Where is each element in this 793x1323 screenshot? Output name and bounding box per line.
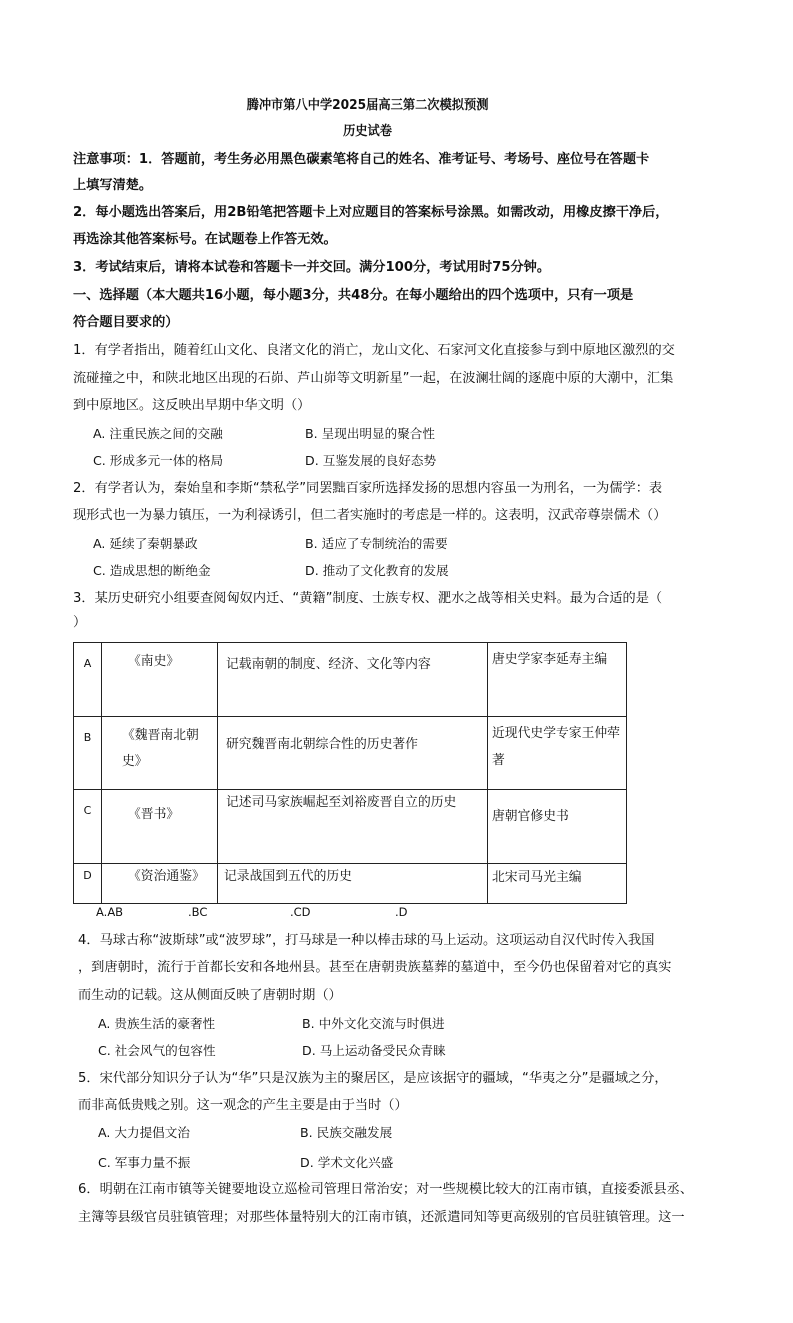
book-title: 《魏晋南北朝史》 — [102, 717, 218, 790]
q5-option-c: C. 军事力量不振 — [98, 1155, 191, 1170]
q6-stem-line-2: 主簿等县级官员驻镇管理；对那些体量特别大的江南市镇，还派遣同知等更高级别的官员驻镇管理。这一 — [78, 1210, 685, 1225]
book-author: 北宋司马光主编 — [488, 864, 627, 904]
q4-stem-line-3: 而生动的记载。这从侧面反映了唐朝时期（） — [78, 988, 342, 1003]
q5-option-d: D. 学术文化兴盛 — [300, 1155, 394, 1170]
q2-option-b: B. 适应了专制统治的需要 — [305, 536, 448, 551]
q1-option-c: C. 形成多元一体的格局 — [93, 453, 224, 468]
book-description: 记录战国到五代的历史 — [218, 864, 488, 904]
q5-option-a: A. 大力提倡文治 — [98, 1125, 190, 1140]
q1-option-b: B. 呈现出明显的聚合性 — [305, 426, 435, 441]
notes-line-4: 再选涂其他答案标号。在试题卷上作答无效。 — [73, 232, 337, 247]
book-description: 记载南朝的制度、经济、文化等内容 — [218, 643, 488, 717]
notes-line-5: 3．考试结束后，请将本试卷和答题卡一并交回。满分100分，考试用时75分钟。 — [73, 260, 551, 275]
section-heading-line-1: 一、选择题（本大题共16小题，每小题3分，共48分。在每小题给出的四个选项中，只有一项是 — [73, 288, 634, 303]
q5-option-b: B. 民族交融发展 — [300, 1125, 393, 1140]
row-letter: D — [74, 864, 102, 904]
table-row — [74, 643, 627, 717]
notes-line-2: 上填写清楚。 — [73, 178, 153, 193]
q3-option-d: .D — [395, 905, 408, 919]
book-author: 唐朝官修史书 — [488, 790, 627, 864]
q1-stem-line-3: 到中原地区。这反映出早期中华文明（） — [73, 398, 311, 413]
book-description: 研究魏晋南北朝综合性的历史著作 — [218, 717, 488, 790]
q3-option-b: .BC — [188, 905, 208, 919]
q5-stem-line-2: 而非高低贵贱之别。这一观念的产生主要是由于当时（） — [78, 1098, 408, 1113]
book-description: 记述司马家族崛起至刘裕废晋自立的历史 — [218, 790, 488, 864]
table-row — [74, 790, 627, 864]
q4-option-a: A. 贵族生活的豪奢性 — [98, 1016, 216, 1031]
book-author: 唐史学家李延寿主编 — [488, 643, 627, 717]
q2-option-c: C. 造成思想的断绝金 — [93, 563, 211, 578]
notes-line-1: 注意事项：1．答题前，考生务必用黑色碳素笔将自己的姓名、准考证号、考场号、座位号在答题卡 — [73, 152, 650, 167]
q2-stem-line-1: 2．有学者认为，秦始皇和李斯“禁私学”同罢黜百家所选择发扬的思想内容虽一为刑名，一为儒学：表 — [73, 481, 663, 496]
q4-stem-line-2: ，到唐朝时，流行于首都长安和各地州县。甚至在唐朝贵族墓葬的墓道中，至今仍也保留着对它的真实 — [78, 960, 672, 975]
section-heading-line-2: 符合题目要求的） — [73, 315, 179, 330]
q1-option-a: A. 注重民族之间的交融 — [93, 426, 223, 441]
q3-source-table — [73, 642, 627, 904]
q1-stem-line-1: 1．有学者指出，随着红山文化、良渚文化的消亡，龙山文化、石家河文化直接参与到中原地区激烈的交 — [73, 343, 675, 358]
notes-line-3: 2．每小题选出答案后，用2B铅笔把答题卡上对应题目的答案标号涂黑。如需改动，用橡皮擦干净后， — [73, 205, 669, 220]
book-title: 《晋书》 — [102, 790, 218, 864]
q3-stem-line-2: ） — [73, 615, 87, 630]
q2-stem-line-2: 现形式也一为暴力镇压，一为利禄诱引，但二者实施时的考虑是一样的。这表明，汉武帝尊崇儒术（） — [73, 508, 667, 523]
q4-option-c: C. 社会风气的包容性 — [98, 1043, 216, 1058]
q2-option-d: D. 推动了文化教育的发展 — [305, 563, 449, 578]
q5-stem-line-1: 5．宋代部分知识分子认为“华”只是汉族为主的聚居区，是应该据守的疆域，“华夷之分”是疆域之分， — [78, 1071, 668, 1086]
table-row — [74, 864, 627, 904]
book-title: 《南史》 — [102, 643, 218, 717]
q6-stem-line-1: 6．明朝在江南市镇等关键要地设立巡检司管理日常治安；对一些规模比较大的江南市镇，直接委派县丞、 — [78, 1182, 694, 1197]
row-letter: C — [74, 790, 102, 864]
q2-option-a: A. 延续了秦朝暴政 — [93, 536, 198, 551]
exam-title: 腾冲市第八中学2025届高三第二次模拟预测 — [246, 98, 489, 113]
book-author: 近现代史学专家王仲荦著 — [488, 717, 627, 790]
q4-option-b: B. 中外文化交流与时俱进 — [302, 1016, 445, 1031]
q1-stem-line-2: 流碰撞之中，和陕北地区出现的石峁、芦山峁等文明新星”一起，在波澜壮阔的逐鹿中原的大潮中，汇集 — [73, 371, 674, 386]
q4-stem-line-1: 4．马球古称“波斯球”或“波罗球”，打马球是一种以棒击球的马上运动。这项运动自汉代时传入我国 — [78, 933, 655, 948]
q1-option-d: D. 互鉴发展的良好态势 — [305, 453, 437, 468]
q4-option-d: D. 马上运动备受民众青睐 — [302, 1043, 446, 1058]
row-letter: A — [74, 643, 102, 717]
book-title: 《资治通鉴》 — [102, 864, 218, 904]
q3-option-c: .CD — [290, 905, 311, 919]
exam-subtitle: 历史试卷 — [343, 124, 392, 139]
row-letter: B — [74, 717, 102, 790]
q3-stem-line-1: 3．某历史研究小组要查阅匈奴内迁、“黄籍”制度、士族专权、淝水之战等相关史料。最为合适的是（ — [73, 591, 663, 606]
table-row — [74, 717, 627, 790]
q3-option-a: A.AB — [96, 905, 124, 919]
